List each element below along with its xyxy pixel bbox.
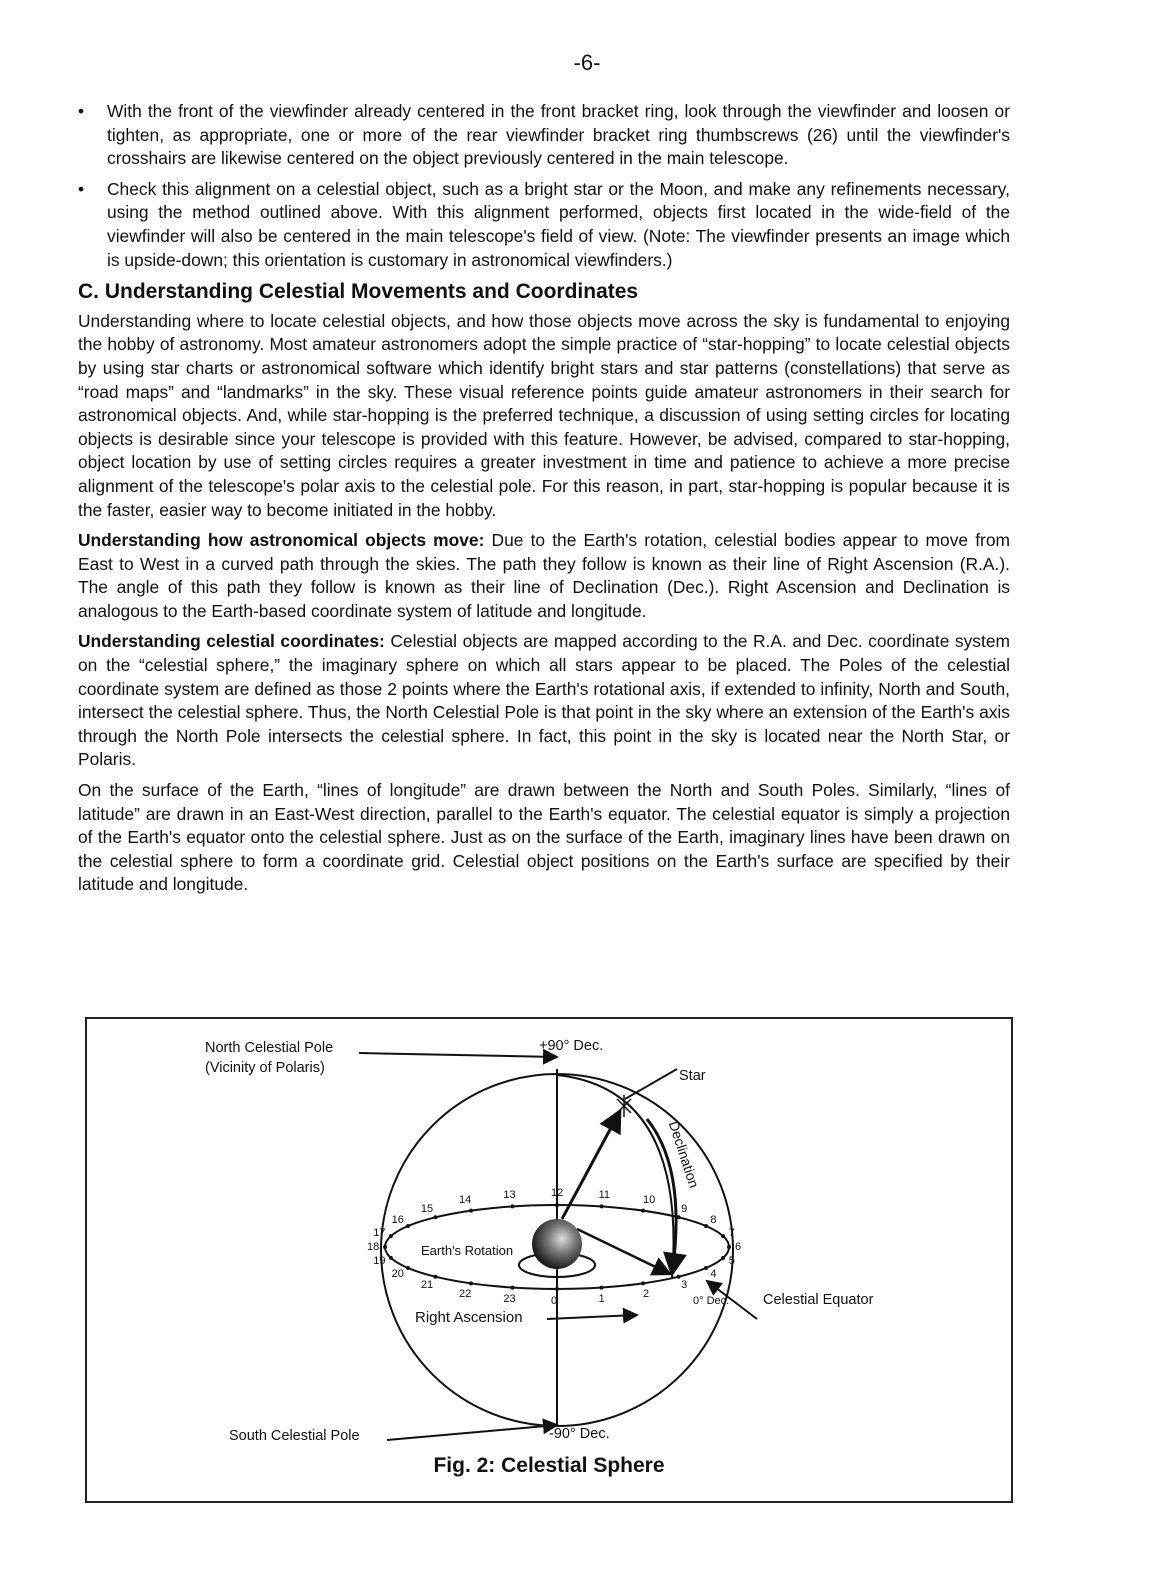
ra-hour-label: 18: [367, 1241, 380, 1253]
ra-hour-label: 15: [420, 1202, 434, 1215]
ra-tick: [389, 1234, 393, 1238]
bullet-list: [78, 100, 1010, 272]
ra-tick: [433, 1275, 437, 1279]
paragraph-surface: On the surface of the Earth, “lines of longitude” are drawn between the North and South Poles. Similarly, “lines of latitude” are drawn in an East-West direction, parallel to the Earth's equator. The celestial equator is simply a projection of the Earth's equator onto the celestial sphere. Just as on the surface of the Earth, imaginary lines have been drawn on the celestial sphere to form a coordinate grid. Celestial object positions on the Earth's surface are specified by their latitude and longitude.: [78, 780, 1010, 895]
ra-tick: [406, 1266, 410, 1270]
north-pole-leader: [359, 1053, 557, 1057]
figure-caption: Fig. 2: Celestial Sphere: [433, 1454, 665, 1477]
ra-tick: [704, 1224, 708, 1228]
south-pole-label: South Celestial Pole: [229, 1428, 360, 1444]
ra-tick: [721, 1234, 725, 1238]
ra-hour-label: 22: [459, 1287, 472, 1300]
move-text: Due to the Earth's rotation, celestial bodies appear to move from East to West in a curved path through the skies. The path they follow is known as their line of Right Ascension (R.A.). The angle of this path they follow is known as their line of Declination (Dec.). Right Ascension and Declination is analogous to the Earth-based coordinate system of latitude and longitude.: [78, 530, 1010, 621]
zero-dec-label: 0° Dec.: [693, 1295, 730, 1307]
earth-rotation-label: Earth's Rotation: [421, 1243, 514, 1258]
north-pole-sublabel: (Vicinity of Polaris): [205, 1060, 325, 1076]
paragraph-coordinates: [78, 630, 1010, 772]
bullet-item: • Check this alignment on a celestial object, such as a bright star or the Moon, and make any refinements necessary, using the method outlined above. With this alignment performed, objects first located in the wide-field of the viewfinder will also be centered in the main telescope's field of view. (Note: The viewfinder presents an image which is upside-down; this orientation is customary in astronomical viewfinders.): [78, 178, 1010, 272]
ra-hour-label: 0: [551, 1295, 558, 1307]
celestial-equator-label: Celestial Equator: [763, 1292, 874, 1308]
ra-tick: [677, 1275, 681, 1279]
ra-tick: [555, 1287, 559, 1291]
declination-label: Declination: [665, 1119, 703, 1190]
equator-vector: [577, 1229, 670, 1274]
ra-tick: [600, 1286, 604, 1290]
ra-hour-label: 6: [735, 1241, 742, 1253]
north-pole-label: North Celestial Pole: [205, 1040, 334, 1056]
ra-hour-label: 23: [503, 1293, 516, 1306]
paragraph-intro: Understanding where to locate celestial objects, and how those objects move across the sky is fundamental to enjoying the hobby of astronomy. Most amateur astronomers adopt the simple practice of “star-hopping” to locate celestial objects by using star charts or astronomical software which identify bright stars and star patterns (constellations) that serve as “road maps” and “landmarks” in the sky. These visual reference points guide amateur astronomers in their search for astronomical objects. And, while star-hopping is the preferred technique, a discussion of using setting circles for locating objects is desirable since your telescope is provided with this feature. However, be advised, compared to star-hopping, object location by use of setting circles requires a greater investment in time and patience to achieve a more precise alignment of the telescope's polar axis to the celestial pole. For this reason, in part, star-hopping is popular because it is the faster, easier way to become initiated in the hobby.: [78, 310, 1010, 520]
ra-hour-label: 1: [598, 1293, 605, 1306]
ra-tick: [469, 1281, 473, 1285]
ra-hour-label: 8: [710, 1214, 717, 1226]
ra-hour-label: 17: [373, 1227, 386, 1240]
ra-tick: [383, 1245, 387, 1249]
ra-tick: [641, 1209, 645, 1213]
section-heading: C. Understanding Celestial Movements and Coordinates: [78, 280, 639, 304]
ra-hour-label: 10: [643, 1194, 656, 1207]
ra-tick: [406, 1224, 410, 1228]
ra-tick: [641, 1281, 645, 1285]
ra-tick: [469, 1209, 473, 1213]
right-ascension-label: Right Ascension: [415, 1309, 523, 1326]
ra-hour-label: 19: [373, 1254, 386, 1267]
plus90-label: +90° Dec.: [539, 1038, 604, 1054]
ra-hour-label: 7: [728, 1227, 735, 1240]
coord-text: Celestial objects are mapped according to the R.A. and Dec. coordinate system on the “celestial sphere,” the imaginary sphere on which all stars appear to be placed. The Poles of the celestial coordinate system are defined as those 2 points where the Earth's rotational axis, if extended to infinity, North and South, intersect the celestial sphere. Thus, the North Celestial Pole is that point in the sky where an extension of the Earth's axis through the North Pole intersects the celestial sphere. In fact, this point in the sky is located near the North Star, or Polaris.: [78, 631, 1010, 770]
ra-hour-label: 5: [728, 1254, 735, 1267]
document-body: [78, 100, 1010, 904]
minus90-label: -90° Dec.: [549, 1426, 610, 1442]
ra-hour-label: 11: [598, 1188, 611, 1201]
ra-hour-label: 9: [681, 1202, 688, 1215]
ra-hour-label: 4: [710, 1268, 717, 1280]
ra-tick: [721, 1256, 725, 1260]
figure-celestial-sphere: [85, 1017, 1013, 1503]
star-leader: [625, 1069, 677, 1099]
ra-tick: [600, 1204, 604, 1208]
ra-hour-label: 21: [420, 1279, 434, 1292]
ra-tick: [677, 1215, 681, 1219]
move-heading: Understanding how astronomical objects move:: [78, 530, 485, 551]
ra-hour-label: 14: [459, 1194, 472, 1207]
earth-globe: [532, 1219, 582, 1269]
ra-tick: [389, 1256, 393, 1260]
ra-hour-label: 12: [551, 1187, 564, 1199]
paragraph-move: [78, 529, 1010, 623]
page-number: -6-: [573, 50, 601, 75]
star-vector: [562, 1111, 620, 1219]
coord-heading: Understanding celestial coordinates:: [78, 631, 385, 652]
bullet-item: • With the front of the viewfinder already centered in the front bracket ring, look through the viewfinder and loosen or tighten, as appropriate, one or more of the rear viewfinder bracket ring thumbscrews (26) until the viewfinder's crosshairs are likewise centered on the object previously centered in the main telescope.: [78, 100, 1010, 171]
ra-hour-label: 16: [391, 1214, 404, 1226]
ra-hour-label: 3: [681, 1279, 688, 1292]
south-pole-leader: [387, 1425, 557, 1440]
ra-tick: [555, 1203, 559, 1207]
ra-tick: [510, 1286, 514, 1290]
star-label: Star: [679, 1068, 706, 1084]
ra-hour-label: 20: [391, 1268, 404, 1280]
ra-tick: [704, 1266, 708, 1270]
ra-tick: [510, 1204, 514, 1208]
ra-hour-label: 13: [503, 1188, 516, 1201]
ra-tick: [433, 1215, 437, 1219]
ra-hour-label: 2: [643, 1287, 650, 1300]
ra-tick: [727, 1245, 731, 1249]
ra-arrow: [547, 1315, 637, 1319]
